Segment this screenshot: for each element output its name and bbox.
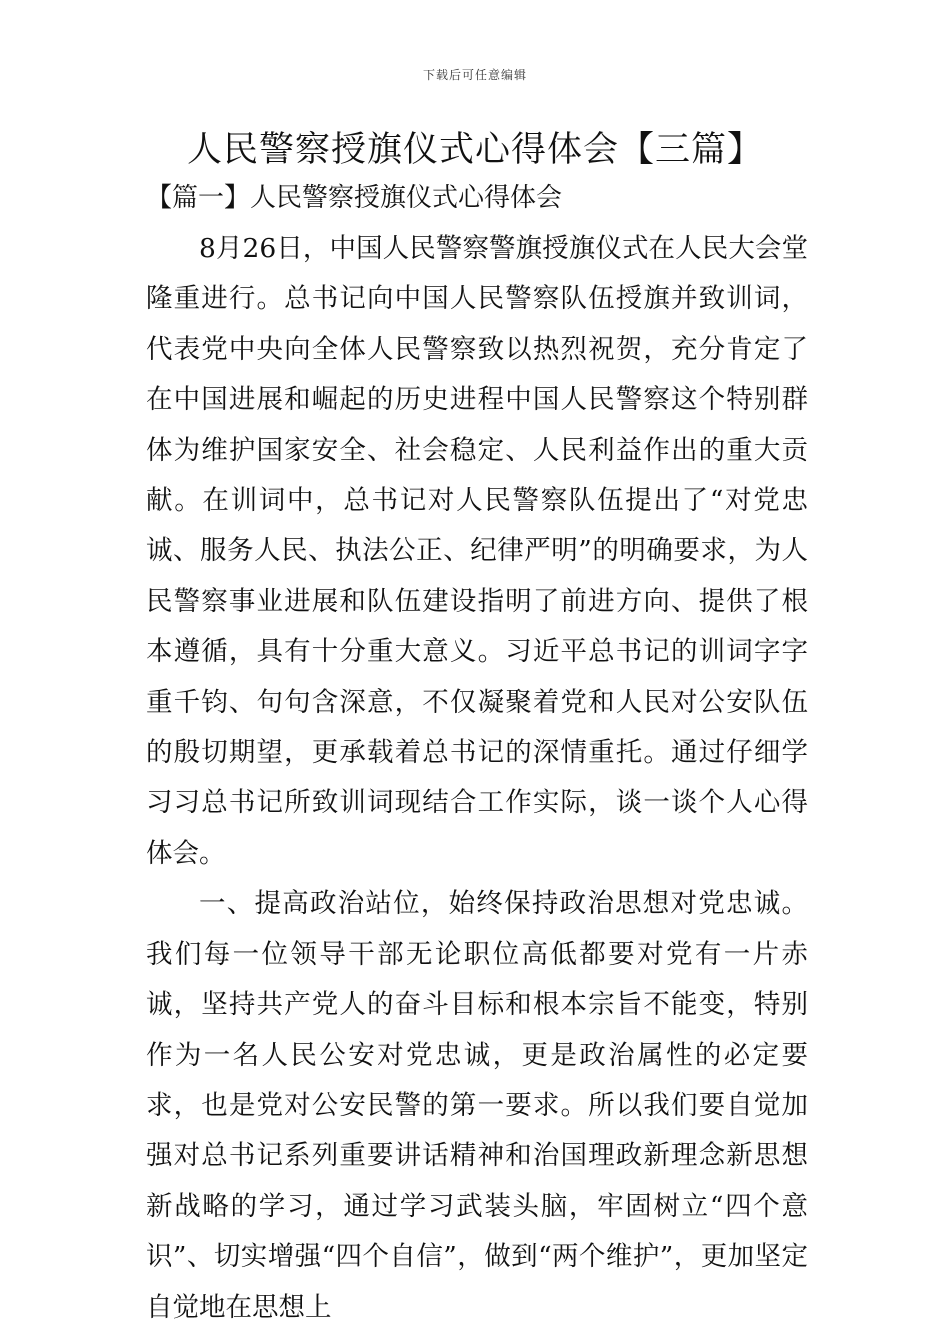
paragraph-intro: 8月26日，中国人民警察警旗授旗仪式在人民大会堂隆重进行。总书记向中国人民警察队伍授旗并致训词，代表党中央向全体人民警察致以热烈祝贺，充分肯定了在中国进展和崛起的历史进程中国人民警察这个特别群体为维护国家安全、社会稳定、人民利益作出的重大贡献。在训词中，总书记对人民警察队伍提出了“对党忠诚、服务人民、执法公正、纪律严明”的明确要求，为人民警察事业进展和队伍建设指明了前进方向、提供了根本遵循，具有十分重大意义。习近平总书记的训词字字重千钧、句句含深意，不仅凝聚着党和人民对公安队伍的殷切期望，更承载着总书记的深情重托。通过仔细学习习总书记所致训词现结合工作实际，谈一谈个人心得体会。 xyxy=(146,233,808,869)
header-note: 下载后可任意编辑 xyxy=(422,68,527,82)
paragraph-point-one: 一、提高政治站位，始终保持政治思想对党忠诚。我们每一位领导干部无论职位高低都要对党有一片赤诚，坚持共产党人的奋斗目标和根本宗旨不能变，特别作为一名人民公安对党忠诚，更是政治属性的必定要求，也是党对公安民警的第一要求。所以我们要自觉加强对总书记系列重要讲话精神和治国理政新理念新思想新战略的学习，通过学习武装头脑，牢固树立“四个意识”、切实增强“四个自信”，做到“两个维护”，更加坚定自觉地在思想上 xyxy=(146,888,808,1323)
document-title: 人民警察授旗仪式心得体会【三篇】 xyxy=(186,130,763,170)
document-body xyxy=(146,224,808,1333)
section-heading: 【篇一】人民警察授旗仪式心得体会 xyxy=(146,183,563,213)
